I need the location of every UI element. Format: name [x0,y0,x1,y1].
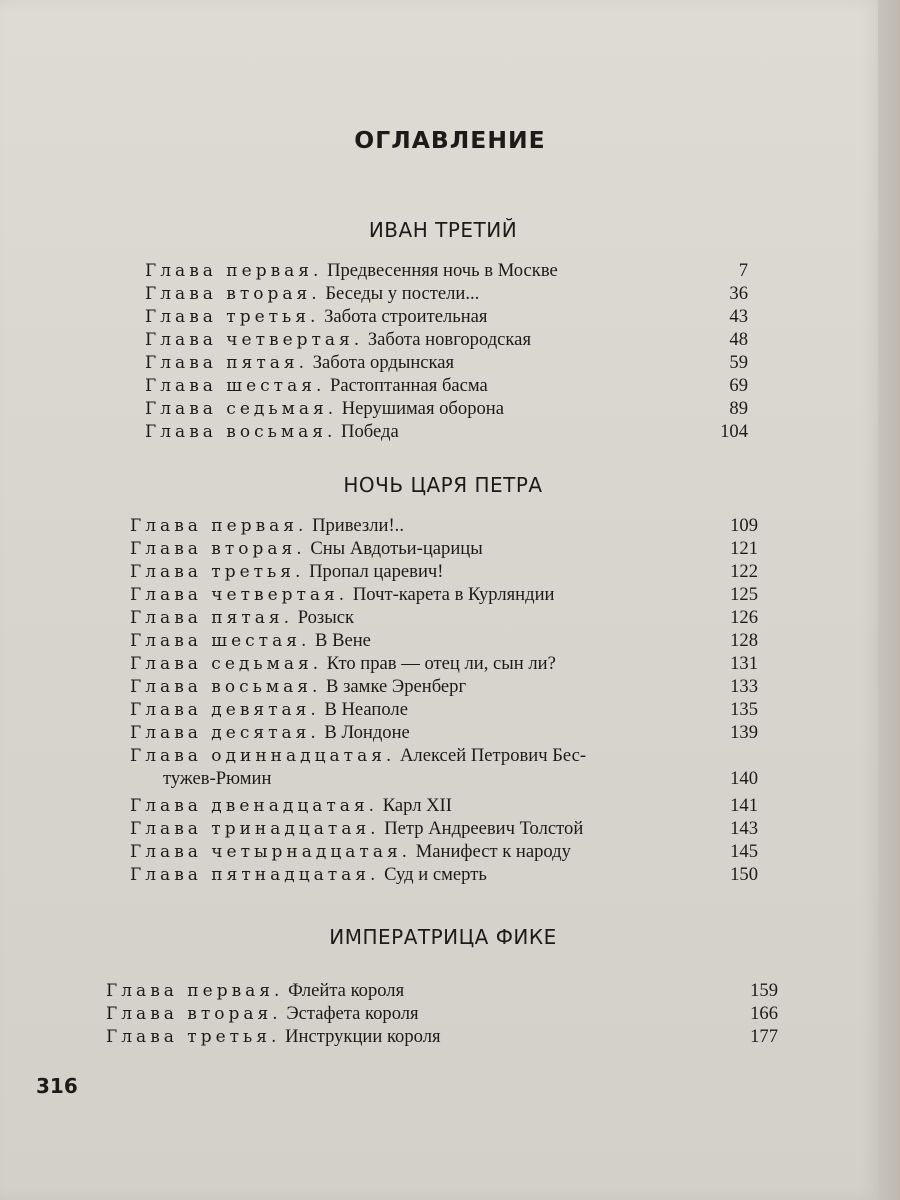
section-title: ИВАН ТРЕТИЙ [368,218,518,242]
chapter-title: Почт-карета в Курляндии [352,584,555,605]
toc-entry-label [130,607,354,630]
page-reference: 122 [730,561,758,582]
page-reference: 159 [750,980,778,1001]
page-edge [878,0,900,1200]
toc-entry-label [145,398,504,421]
chapter-title: Петр Андреевич Толстой [384,818,584,839]
chapter-title: Забота строительная [324,306,488,327]
page-reference: 125 [730,584,758,605]
page-reference: 133 [730,676,758,697]
chapter-prefix: Глава шестая. [130,631,311,651]
toc-entry-label [106,1026,441,1049]
chapter-prefix: Глава пятнадцатая. [130,865,380,885]
chapter-title: Растоптанная басма [330,375,488,396]
page-reference: 7 [738,260,748,281]
toc-entry-label [145,329,531,352]
chapter-title: Эстафета короля [286,1003,419,1024]
chapter-title: Сны Авдотьи-царицы [310,538,483,559]
chapter-prefix: Глава вторая. [145,284,321,304]
chapter-prefix: Глава первая. [145,261,323,281]
chapter-title: Алексей Петрович Бес- [400,745,587,766]
toc-entry-label [145,260,558,283]
chapter-prefix: Глава седьмая. [145,399,338,419]
toc-entry-label [145,283,479,306]
page-reference: 139 [730,722,758,743]
chapter-prefix: Глава вторая. [130,539,306,559]
chapter-title: Нерушимая оборона [341,398,504,419]
chapter-prefix: Глава тринадцатая. [130,819,380,839]
page-reference: 140 [730,768,758,789]
toc-entry-label [130,745,586,768]
chapter-prefix: Глава девятая. [130,700,320,720]
chapter-prefix: Глава пятая. [145,353,309,373]
toc-entry-label [106,1003,419,1026]
chapter-title: Предвесенняя ночь в Москве [327,260,558,281]
section-ivan-tretiy [0,218,900,442]
chapter-title: В Неаполе [324,699,408,720]
chapter-prefix: Глава первая. [130,516,308,536]
page-reference: 104 [720,421,748,442]
section-noch-tsarya-petra [0,473,900,885]
page-reference: 177 [750,1026,778,1047]
chapter-title: Пропал царевич! [309,561,444,582]
toc-entry-label [130,538,483,561]
toc-entry-label [130,676,466,699]
section-title: ИМПЕРАТРИЦА ФИКЕ [329,925,557,949]
chapter-prefix: Глава четвертая. [130,585,349,605]
chapter-title: Привезли!.. [312,515,404,536]
page-reference: 59 [729,352,748,373]
page-reference: 69 [729,375,748,396]
section-imperatritsa-fike [0,925,900,1047]
chapter-title: Манифест к народу [415,841,571,862]
toc-entry-label [130,630,371,653]
toc-entry-label [145,306,487,329]
page-reference: 126 [730,607,758,628]
chapter-title: В Лондоне [324,722,410,743]
page-reference: 150 [730,864,758,885]
chapter-prefix: Глава восьмая. [130,677,322,697]
chapter-title: Розыск [297,607,354,628]
toc-entry [130,745,758,791]
toc-entry-label [130,818,583,841]
chapter-title: Карл XII [382,795,452,816]
toc-entry-label [130,841,571,864]
toc-entry-label [130,653,556,676]
chapter-prefix: Глава четырнадцатая. [130,842,412,862]
page-reference: 128 [730,630,758,651]
toc-entry-label [130,699,408,722]
toc-entry-label [130,722,410,745]
chapter-prefix: Глава десятая. [130,723,320,743]
page-reference: 143 [730,818,758,839]
chapter-title: Забота ордынская [312,352,455,373]
page-reference: 36 [729,283,748,304]
chapter-prefix: Глава седьмая. [130,654,323,674]
toc-entry-label [130,561,443,584]
page-reference: 145 [730,841,758,862]
page-reference: 89 [729,398,748,419]
page-reference: 131 [730,653,758,674]
chapter-title: Флейта короля [288,980,405,1001]
section-title: НОЧЬ ЦАРЯ ПЕТРА [343,473,543,497]
page-reference: 121 [730,538,758,559]
chapter-prefix: Глава четвертая. [145,330,364,350]
chapter-title: В Вене [315,630,371,651]
contents-title: ОГЛАВЛЕНИЕ [354,128,546,154]
chapter-prefix: Глава третья. [145,307,320,327]
chapter-title: Суд и смерть [384,864,487,885]
chapter-title: Беседы у постели... [325,283,480,304]
chapter-prefix: Глава третья. [130,562,305,582]
chapter-prefix: Глава третья. [106,1027,281,1047]
page-reference: 166 [750,1003,778,1024]
chapter-prefix: Глава пятая. [130,608,294,628]
page-reference: 48 [729,329,748,350]
page-number-folio: 316 [36,1074,78,1098]
page-reference: 43 [729,306,748,327]
chapter-title: Победа [341,421,399,442]
chapter-prefix: Глава вторая. [106,1004,282,1024]
page-reference: 135 [730,699,758,720]
chapter-prefix: Глава одиннадцатая. [130,746,396,766]
toc-entry-label [130,515,404,538]
chapter-title: Забота новгородская [367,329,531,350]
toc-entry-label [145,421,399,444]
toc-entry-label [145,375,488,398]
page-reference: 109 [730,515,758,536]
toc-entry-label [106,980,404,1003]
chapter-prefix: Глава двенадцатая. [130,796,379,816]
toc-entry-label [130,795,452,818]
chapter-prefix: Глава восьмая. [145,422,337,442]
chapter-prefix: Глава шестая. [145,376,326,396]
chapter-prefix: Глава первая. [106,981,284,1001]
toc-entry-label [145,352,454,375]
chapter-title: Инструкции короля [285,1026,441,1047]
page-reference: 141 [730,795,758,816]
toc-entry-label [130,864,487,887]
chapter-title: В замке Эренберг [326,676,467,697]
chapter-title: Кто прав — отец ли, сын ли? [326,653,556,674]
chapter-title-continuation: тужев-Рюмин [163,768,272,789]
toc-entry-label [130,584,555,607]
